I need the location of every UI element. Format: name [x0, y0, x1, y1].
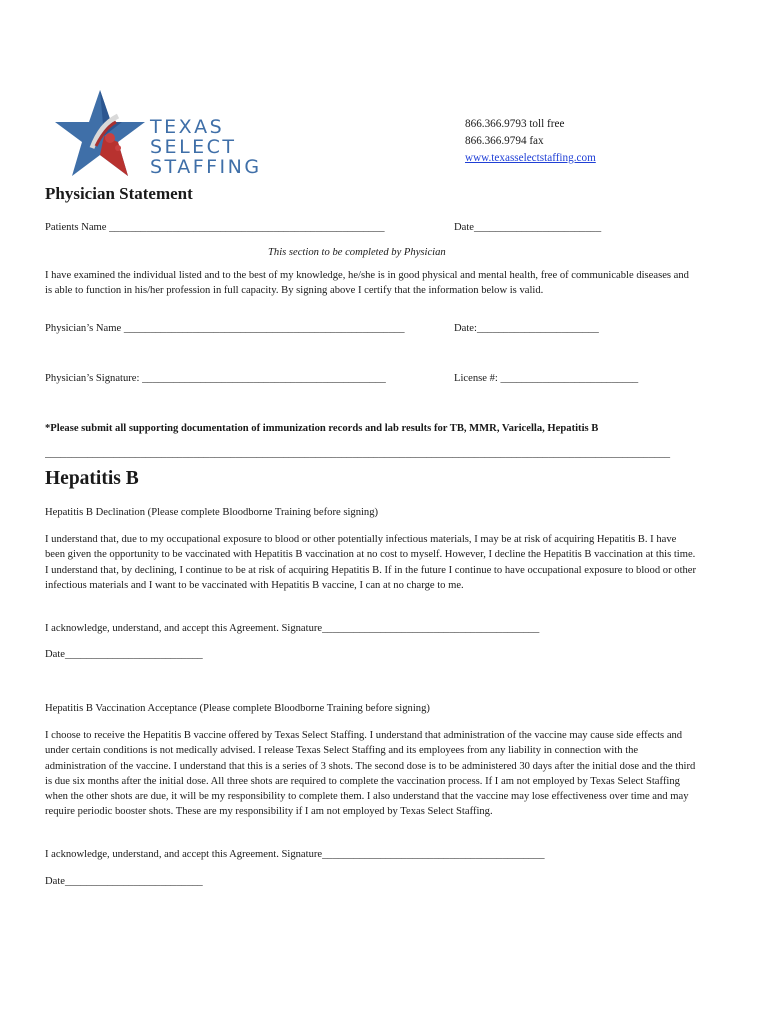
toll-free-number: 866.366.9793 toll free — [465, 118, 565, 130]
license-number-field[interactable]: License #: __________________________ — [454, 373, 639, 384]
physician-section-note: This section to be completed by Physician — [268, 247, 446, 258]
acceptance-body: I choose to receive the Hepatitis B vaccine offered by Texas Select Staffing. I understand that administration of the vaccine may cause side effects and under certain conditions is not medically advised. I release Texas Select Staffing and its employees from any liability in connection with the administration of the vaccine. I understand that this is a series of 3 shots. The second dose is to be administered 30 days after the initial dose and the third is due six months after the initial dose. All three shots are required to complete the vaccination process. If I am not employed by Texas Select Staffing when the other shots are due, it will be my responsibility to complete them. I also understand that the vaccine may lose effectiveness over time and may require periodic booster shots. These are my responsibility if I am not employed by Texas Select Staffing. — [45, 730, 696, 818]
submit-documentation-note: *Please submit all supporting documentation of immunization records and lab results for TB, MMR, Varicella, Hepatitis B — [45, 423, 599, 434]
acceptance-heading: Hepatitis B Vaccination Acceptance (Please complete Bloodborne Training before signing) — [45, 703, 430, 714]
declination-heading: Hepatitis B Declination (Please complete Bloodborne Training before signing) — [45, 507, 379, 518]
logo-text-line3: STAFFING — [150, 156, 262, 178]
physicians-signature-field[interactable]: Physician’s Signature: ______________________________________________ — [45, 373, 386, 384]
star-logo-icon — [52, 88, 148, 180]
physician-statement-title: Physician Statement — [45, 184, 193, 203]
physicians-name-field[interactable]: Physician’s Name _____________________________________________________ — [45, 323, 405, 334]
logo-text-line2: SELECT — [150, 136, 237, 158]
acceptance-date-field[interactable]: Date__________________________ — [45, 876, 203, 887]
website-link[interactable]: www.texasselectstaffing.com — [465, 152, 596, 164]
patients-name-field[interactable]: Patients Name ____________________________________________________ — [45, 222, 385, 233]
section-divider: ______________________________________________________________________________________________________________________ — [45, 448, 671, 459]
hepatitis-b-title: Hepatitis B — [45, 468, 139, 489]
logo-text-line1: TEXAS — [150, 116, 225, 138]
declination-date-field[interactable]: Date__________________________ — [45, 649, 203, 660]
declination-signature-field[interactable]: I acknowledge, understand, and accept this Agreement. Signature_________________________________________ — [45, 623, 540, 634]
declination-body: I understand that, due to my occupational exposure to blood or other potentially infectious materials, I may be at risk of acquiring Hepatitis B. I have been given the opportunity to be vaccinated with Hepatitis B vaccination at no cost to myself. However, I decline the Hepatitis B vaccination at this time. I understand that, by declining, I continue to be at risk of acquiring Hepatitis B. If in the future I continue to have occupational exposure to blood or other infectious materials and I want to be vaccinated with Hepatitis B vaccine, I can at no charge to me. — [45, 534, 697, 591]
physician-date-field[interactable]: Date:_______________________ — [454, 323, 599, 334]
contact-block — [465, 116, 596, 167]
patient-date-field[interactable]: Date________________________ — [454, 222, 602, 233]
company-logo — [52, 88, 274, 180]
fax-number: 866.366.9794 fax — [465, 135, 544, 147]
physician-certification-text: I have examined the individual listed and to the best of my knowledge, he/she is in good physical and mental health, free of communicable diseases and is able to function in his/her profession in full capacity. By signing above I certify that the information below is valid. — [45, 270, 689, 297]
acceptance-signature-field[interactable]: I acknowledge, understand, and accept this Agreement. Signature__________________________________________ — [45, 849, 545, 860]
